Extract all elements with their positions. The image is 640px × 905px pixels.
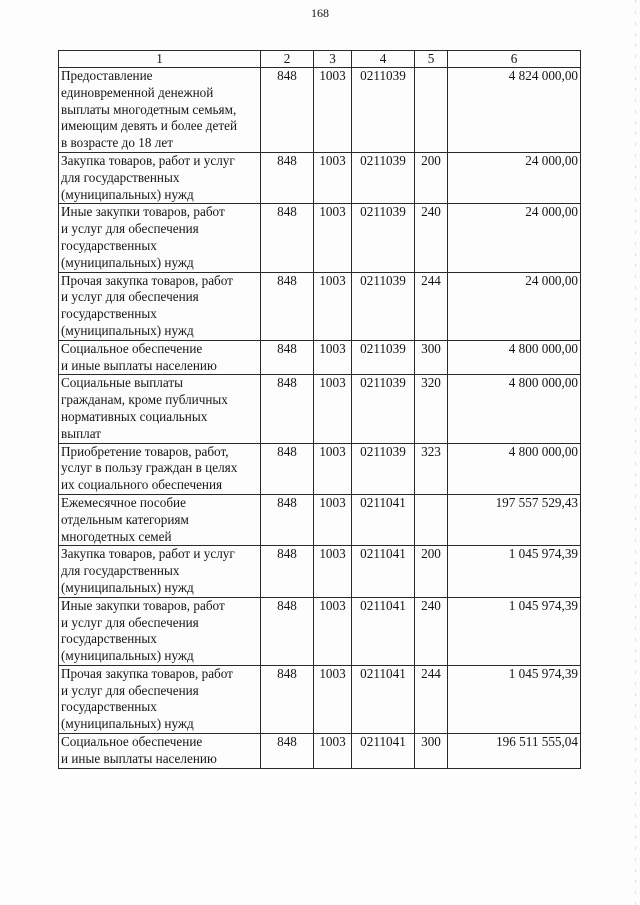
row-amount: 197 557 529,43: [448, 494, 581, 545]
row-section-code: 1003: [314, 443, 352, 494]
row-expense-type: 244: [415, 665, 448, 733]
row-target-code: 0211041: [352, 494, 415, 545]
row-amount: 4 824 000,00: [448, 68, 581, 153]
row-section-code: 1003: [314, 665, 352, 733]
row-section-code: 1003: [314, 272, 352, 340]
row-expense-type: 200: [415, 152, 448, 203]
row-name: Приобретение товаров, работ, услуг в пользу граждан в целях их социального обеспечения: [59, 443, 261, 494]
row-target-code: 0211041: [352, 665, 415, 733]
row-target-code: 0211039: [352, 272, 415, 340]
row-ministry-code: 848: [261, 494, 314, 545]
row-amount: 196 511 555,04: [448, 734, 581, 769]
row-expense-type: 323: [415, 443, 448, 494]
row-name: Социальные выплаты гражданам, кроме публичных нормативных социальных выплат: [59, 375, 261, 443]
table-row: [59, 546, 581, 597]
row-section-code: 1003: [314, 204, 352, 272]
row-expense-type: 300: [415, 734, 448, 769]
row-target-code: 0211039: [352, 152, 415, 203]
row-ministry-code: 848: [261, 665, 314, 733]
table-row: [59, 665, 581, 733]
row-section-code: 1003: [314, 152, 352, 203]
row-section-code: 1003: [314, 597, 352, 665]
row-expense-type: 244: [415, 272, 448, 340]
row-amount: 1 045 974,39: [448, 546, 581, 597]
row-expense-type: 240: [415, 204, 448, 272]
row-name: Социальное обеспечение и иные выплаты населению: [59, 734, 261, 769]
row-amount: 24 000,00: [448, 272, 581, 340]
table-row: [59, 734, 581, 769]
row-ministry-code: 848: [261, 272, 314, 340]
row-name: Закупка товаров, работ и услуг для государственных (муниципальных) нужд: [59, 546, 261, 597]
table-row: [59, 68, 581, 153]
row-ministry-code: 848: [261, 443, 314, 494]
row-section-code: 1003: [314, 375, 352, 443]
table-row: [59, 340, 581, 375]
column-header-target: 4: [352, 51, 415, 68]
row-name: Социальное обеспечение и иные выплаты населению: [59, 340, 261, 375]
row-target-code: 0211039: [352, 68, 415, 153]
table-row: [59, 375, 581, 443]
table-row: [59, 443, 581, 494]
row-name: Предоставление единовременной денежной выплаты многодетным семьям, имеющим девять и более детей в возрасте до 18 лет: [59, 68, 261, 153]
row-expense-type: [415, 68, 448, 153]
row-section-code: 1003: [314, 734, 352, 769]
row-amount: 4 800 000,00: [448, 443, 581, 494]
row-amount: 24 000,00: [448, 204, 581, 272]
row-amount: 4 800 000,00: [448, 375, 581, 443]
row-expense-type: 200: [415, 546, 448, 597]
table-row: [59, 204, 581, 272]
row-target-code: 0211041: [352, 546, 415, 597]
row-amount: 24 000,00: [448, 152, 581, 203]
table-row: [59, 597, 581, 665]
row-amount: 1 045 974,39: [448, 597, 581, 665]
row-target-code: 0211041: [352, 734, 415, 769]
row-ministry-code: 848: [261, 546, 314, 597]
budget-table: [58, 50, 581, 769]
row-target-code: 0211039: [352, 443, 415, 494]
row-target-code: 0211041: [352, 597, 415, 665]
row-section-code: 1003: [314, 68, 352, 153]
column-header-type: 5: [415, 51, 448, 68]
table-body: [59, 68, 581, 769]
header-row: [59, 51, 581, 68]
row-target-code: 0211039: [352, 375, 415, 443]
row-ministry-code: 848: [261, 204, 314, 272]
row-expense-type: [415, 494, 448, 545]
row-name: Иные закупки товаров, работ и услуг для обеспечения государственных (муниципальных) нужд: [59, 597, 261, 665]
row-target-code: 0211039: [352, 340, 415, 375]
column-header-section: 3: [314, 51, 352, 68]
scan-edge-marks: [635, 0, 636, 905]
column-header-name: 1: [59, 51, 261, 68]
row-name: Ежемесячное пособие отдельным категориям многодетных семей: [59, 494, 261, 545]
table-row: [59, 494, 581, 545]
row-ministry-code: 848: [261, 152, 314, 203]
row-expense-type: 300: [415, 340, 448, 375]
row-ministry-code: 848: [261, 375, 314, 443]
row-section-code: 1003: [314, 546, 352, 597]
row-target-code: 0211039: [352, 204, 415, 272]
row-name: Прочая закупка товаров, работ и услуг для обеспечения государственных (муниципальных) нужд: [59, 272, 261, 340]
table-header: [59, 51, 581, 68]
table-row: [59, 272, 581, 340]
row-amount: 4 800 000,00: [448, 340, 581, 375]
row-name: Закупка товаров, работ и услуг для государственных (муниципальных) нужд: [59, 152, 261, 203]
column-header-amount: 6: [448, 51, 581, 68]
row-expense-type: 240: [415, 597, 448, 665]
row-section-code: 1003: [314, 494, 352, 545]
row-amount: 1 045 974,39: [448, 665, 581, 733]
row-section-code: 1003: [314, 340, 352, 375]
table-row: [59, 152, 581, 203]
row-ministry-code: 848: [261, 734, 314, 769]
row-name: Иные закупки товаров, работ и услуг для обеспечения государственных (муниципальных) нужд: [59, 204, 261, 272]
row-ministry-code: 848: [261, 597, 314, 665]
page-number: 168: [311, 6, 329, 20]
row-expense-type: 320: [415, 375, 448, 443]
row-ministry-code: 848: [261, 68, 314, 153]
row-ministry-code: 848: [261, 340, 314, 375]
row-name: Прочая закупка товаров, работ и услуг для обеспечения государственных (муниципальных) нужд: [59, 665, 261, 733]
column-header-ministry: 2: [261, 51, 314, 68]
